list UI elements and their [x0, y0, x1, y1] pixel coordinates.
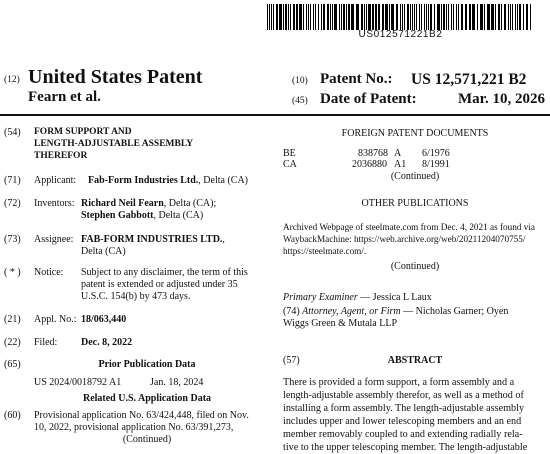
abstract-line-2: length-adjustable assembly therefor, as well as a method of [283, 390, 524, 401]
assignee-location: Delta (CA) [81, 246, 126, 257]
appl-number: 18/063,440 [81, 314, 127, 325]
related-code: (60) [4, 410, 21, 421]
inventor-1-location: , Delta (CA); [163, 198, 217, 209]
barcode-bar [327, 4, 329, 30]
barcode-bar [276, 4, 278, 30]
barcode-bar [293, 4, 295, 30]
primary-examiner [283, 291, 432, 304]
barcode-bar [451, 4, 452, 30]
assignee-comma: , [222, 234, 225, 245]
barcode-bar [290, 4, 291, 30]
assignee-code: (73) [4, 234, 21, 245]
foreign-continued: (Continued) [390, 171, 440, 182]
barcode-bar [348, 4, 350, 30]
barcode-bar [346, 4, 347, 30]
barcode-bar [472, 4, 475, 30]
barcode-bar [299, 4, 302, 30]
barcode-bar [308, 4, 309, 30]
barcode-bar [458, 4, 459, 30]
barcode-bar [382, 4, 384, 30]
barcode-bar [366, 4, 367, 30]
abstract-line-1: There is provided a form support, a form assembly and a [283, 377, 515, 388]
patent-type-title: United States Patent [28, 66, 203, 88]
barcode-bar [414, 4, 415, 30]
title-line-1: FORM SUPPORT AND [34, 127, 132, 137]
foreign-doc-1-country: BE [283, 148, 296, 159]
barcode-bar [410, 4, 411, 30]
barcode-bar [430, 4, 432, 30]
applicant-location: , Delta (CA) [198, 175, 249, 186]
barcode-bar [437, 4, 440, 30]
barcode-bar [419, 4, 420, 30]
barcode-bar [530, 4, 531, 30]
appl-label: Appl. No.: [34, 314, 77, 325]
barcode-bar [375, 4, 377, 30]
notice-line-1: Subject to any disclaimer, the term of this [81, 267, 248, 278]
barcode-bar [400, 4, 401, 30]
barcode-bar [323, 4, 325, 30]
barcode-bar [356, 4, 359, 30]
inventors-short: Fearn et al. [28, 89, 101, 105]
applicant-label: Applicant: [34, 175, 77, 186]
foreign-doc-2-date: 8/1991 [422, 159, 450, 170]
barcode-bar [504, 4, 506, 30]
prior-pub-date: Jan. 18, 2024 [150, 377, 204, 388]
barcode-bar [361, 4, 363, 30]
barcode-bar [315, 4, 316, 30]
foreign-doc-2-kind: A1 [394, 159, 407, 170]
barcode-bar [501, 4, 502, 30]
related-heading: Related U.S. Application Data [82, 393, 212, 404]
barcode-bar [296, 4, 298, 30]
barcode-bar [372, 4, 374, 30]
barcode-bar [343, 4, 345, 30]
abstract-line-3: installing a form assembly. The length-adjustable assembly [283, 403, 525, 414]
applicant-code: (71) [4, 175, 21, 186]
barcode-bar [446, 4, 447, 30]
assignee-label: Assignee: [34, 234, 74, 245]
barcode-bar [515, 4, 516, 30]
code-12: (12) [4, 75, 20, 85]
barcode-bar [491, 4, 494, 30]
barcode-bar [285, 4, 287, 30]
barcode-bar [396, 4, 398, 30]
barcode-number: US012571221B2 [358, 29, 443, 40]
barcode-bar [416, 4, 417, 30]
assignee-name: FAB-FORM INDUSTRIES LTD. [81, 234, 223, 245]
header-rule [0, 114, 550, 116]
barcode-bar [412, 4, 413, 30]
foreign-doc-1-date: 6/1976 [422, 148, 450, 159]
patent-number: US 12,571,221 B2 [411, 71, 527, 88]
other-pubs-heading: OTHER PUBLICATIONS [361, 198, 469, 209]
foreign-doc-1-number: 838768 [358, 148, 388, 159]
barcode-bar [441, 4, 442, 30]
barcode-bar [267, 4, 268, 30]
barcode-bar [368, 4, 371, 30]
barcode-bar [306, 4, 307, 30]
applicant-name: Fab-Form Industries Ltd. [88, 175, 199, 186]
abstract-heading: ABSTRACT [387, 355, 443, 366]
inventor-2-location: , Delta (CA) [153, 210, 204, 221]
barcode-bar [310, 4, 311, 30]
barcode-bar [487, 4, 490, 30]
attorney-line-2: Wiggs Green & Mutala LLP [283, 318, 398, 329]
applicant-value [88, 174, 248, 187]
appl-code: (21) [4, 314, 21, 325]
abstract-line-5: member removably coupled to and extending radially rela- [283, 429, 523, 440]
barcode-bar [453, 4, 454, 30]
examiner-name: — Jessica L Laux [357, 292, 432, 303]
title-line-3: THEREFOR [34, 151, 88, 161]
inventor-2 [81, 209, 203, 222]
foreign-doc-2-number: 2036880 [352, 159, 387, 170]
barcode-bar [334, 4, 337, 30]
examiner-label: Primary Examiner [283, 292, 358, 303]
filed-code: (22) [4, 337, 21, 348]
notice-code: ( * ) [4, 267, 21, 278]
barcode-bar [469, 4, 471, 30]
code-45: (45) [292, 96, 308, 106]
barcode-bar [364, 4, 365, 30]
barcode-bar [519, 4, 521, 30]
attorney-code: (74) [283, 306, 300, 317]
barcode-bar [510, 4, 511, 30]
barcode-bar [313, 4, 314, 30]
abstract-code: (57) [283, 355, 300, 366]
inventors-code: (72) [4, 198, 21, 209]
barcode-bar [495, 4, 496, 30]
title-line-2: LENGTH-ADJUSTABLE ASSEMBLY [34, 139, 194, 149]
barcode-bar [456, 4, 457, 30]
barcode-bar [332, 4, 333, 30]
barcode-bar [321, 4, 322, 30]
barcode-bar [288, 4, 289, 30]
attorney-name: — Nicholas Garner; Oyen [400, 306, 509, 317]
abstract-line-6: tive to the upper telescoping member. The length-adjustable [283, 442, 528, 453]
barcode-bar [389, 4, 390, 30]
code-10: (10) [292, 76, 308, 86]
barcode-bar [279, 4, 282, 30]
foreign-doc-2-country: CA [283, 159, 297, 170]
prior-pub-heading: Prior Publication Data [98, 359, 196, 370]
barcode-bar [477, 4, 478, 30]
barcode-bar [498, 4, 500, 30]
barcode-bar [407, 4, 409, 30]
barcode-bar [508, 4, 509, 30]
related-line-2: 10, 2022, provisional application No. 63/391,273, [34, 422, 234, 433]
other-pubs-continued: (Continued) [390, 261, 440, 272]
other-pub-line-1: Archived Webpage of steelmate.com from Dec. 4, 2021 as found via [283, 222, 535, 232]
barcode-bar [391, 4, 394, 30]
date-of-patent: Mar. 10, 2026 [458, 91, 545, 107]
barcode-bar [421, 4, 422, 30]
barcode-bar [318, 4, 319, 30]
barcode-bar [351, 4, 354, 30]
barcode-bar [402, 4, 403, 30]
barcode-bar [269, 4, 270, 30]
barcode-bar [480, 4, 483, 30]
barcode-bar [283, 4, 284, 30]
prior-pub-code: (65) [4, 359, 21, 370]
barcode-bar [273, 4, 274, 30]
foreign-docs-heading: FOREIGN PATENT DOCUMENTS [341, 128, 489, 139]
inventors-label: Inventors: [34, 198, 75, 209]
barcode-bar [512, 4, 513, 30]
barcode-bar [404, 4, 405, 30]
related-line-1: Provisional application No. 63/424,448, filed on Nov. [34, 410, 249, 421]
patent-no-label: Patent No.: [320, 71, 393, 87]
attorney-label: Attorney, Agent, or Firm [302, 306, 401, 317]
notice-label: Notice: [34, 267, 64, 278]
inventor-1-name: Richard Neil Fearn [81, 198, 164, 209]
notice-line-3: U.S.C. 154(b) by 473 days. [81, 291, 191, 302]
related-continued: (Continued) [122, 434, 172, 445]
barcode [267, 4, 534, 30]
barcode-bar [424, 4, 425, 30]
inventor-2-name: Stephen Gabbott [81, 210, 154, 221]
filed-label: Filed: [34, 337, 58, 348]
barcode-bar [339, 4, 340, 30]
barcode-bar [378, 4, 380, 30]
barcode-bar [426, 4, 427, 30]
other-pub-line-3: https://steelmate.com/. [283, 246, 367, 256]
prior-pub-number: US 2024/0018792 A1 [34, 377, 122, 388]
barcode-bar [271, 4, 272, 30]
date-of-patent-label: Date of Patent: [320, 91, 417, 107]
barcode-bar [385, 4, 388, 30]
abstract-line-4: includes upper and lower telescoping members and an end [283, 416, 522, 427]
barcode-bar [448, 4, 449, 30]
filed-date: Dec. 8, 2022 [81, 337, 133, 348]
barcode-bar [484, 4, 485, 30]
barcode-bar [465, 4, 467, 30]
notice-line-2: patent is extended or adjusted under 35 [81, 279, 238, 290]
barcode-bar [526, 4, 528, 30]
barcode-bar [341, 4, 342, 30]
barcode-bar [434, 4, 435, 30]
barcode-bar [330, 4, 331, 30]
barcode-bar [303, 4, 304, 30]
barcode-bar [443, 4, 445, 30]
barcode-bar [461, 4, 463, 30]
foreign-doc-1-kind: A [394, 148, 402, 159]
barcode-bar [517, 4, 518, 30]
barcode-bar [523, 4, 524, 30]
barcode-bar [428, 4, 429, 30]
other-pub-line-2: WaybackMachine: https://web.archive.org/web/20211204070755/ [283, 234, 526, 244]
title-code: (54) [4, 127, 21, 138]
